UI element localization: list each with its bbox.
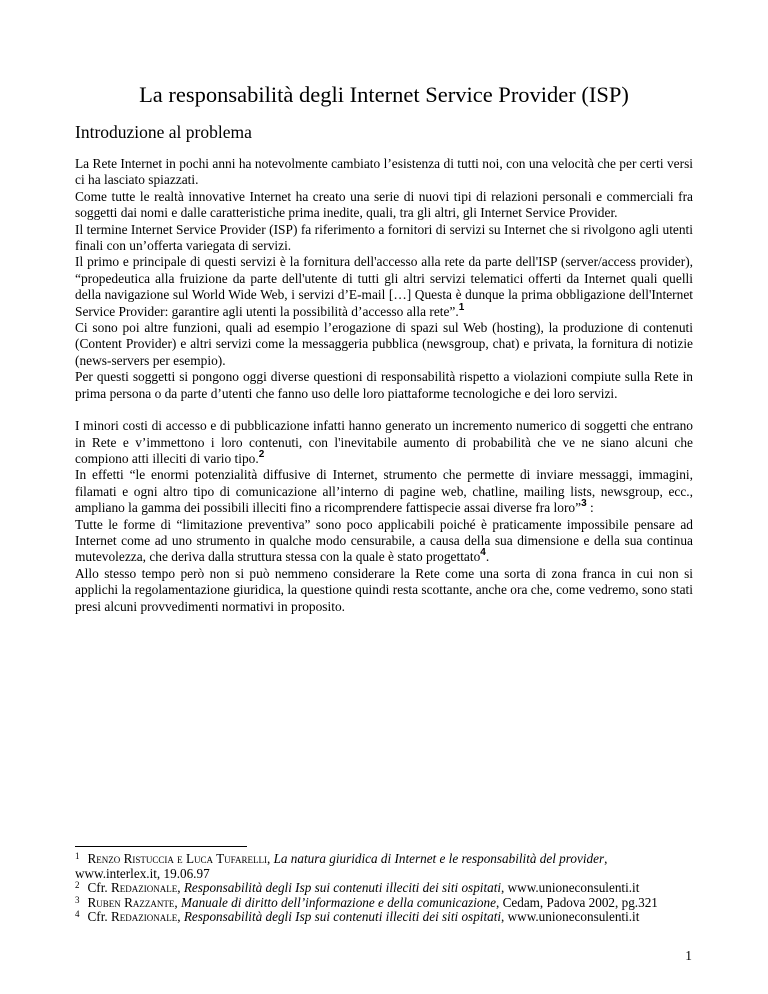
paragraph: In effetti “le enormi potenzialità diffusive di Internet, strumento che permette di inviare messaggi, immagini, filamati e ogni altro tipo di comunicazione all’interno di pagine web, chatline, mailing lists, newsgroup, ecc., ampliano la gamma dei possibili illeciti fino a ricomprendere fattispecie assai diverse fra loro”$^3$ : [75,467,693,516]
footnote-ref[interactable]: 4 [480,547,486,559]
footnote: $^4$ Cfr. Redazionale, Responsabilità degli Isp sui contenuti illeciti dei siti ospitati, www.unioneconsulenti.it [75,909,640,925]
footnote: $^3$ Ruben Razzante, Manuale di diritto dell’informazione e della comunicazione, Cedam, Padova 2002, pg.321 [75,894,658,910]
footnotes [75,852,693,925]
paragraph: Allo stesso tempo però non si può nemmeno considerare la Rete come una sorta di zona franca in cui non si applichi la regolamentazione giuridica, la questione quindi resta scottante, anche ora che, come vedremo, sono stati presi alcuni provvedimenti normativi in proposito. [75,565,693,614]
footnote: $^1$ Renzo Ristuccia e Luca Tufarelli, La natura giuridica di Internet e le responsabilità del provider, www.interlex.it, 19.06.97 [75,851,608,881]
paragraph: La Rete Internet in pochi anni ha notevolmente cambiato l’esistenza di tutti noi, con una velocità che per certi versi ci ha lasciato spiazzati. [75,156,693,188]
paragraph: Ci sono poi altre funzioni, quali ad esempio l’erogazione di spazi sul Web (hosting), la produzione di contenuti (Content Provider) e altri servizi come la messaggeria pubblica (newsgroup, chat) e privata, la fornitura di notizie (news-servers per esempio). [75,320,693,368]
document-title: La responsabilità degli Internet Service Provider (ISP) [139,82,629,107]
footnote-separator [75,846,247,847]
paragraph: Il primo e principale di questi servizi è la fornitura dell'accesso alla rete da parte dell'ISP (server/access provider), “propedeutica alla fruizione da parte dell'utente di tutti gli altri servizi telematici offerti da Internet quali quelli della navigazione sul World Wide Web, i servizi d’E-mail […] Questa è dunque la prima obbligazione dell'Internet Service Provider: garantire agli utenti la possibilità d’accesso alla rete”.$^1$ [75,254,693,319]
footnote: $^2$ Cfr. Redazionale, Responsabilità degli Isp sui contenuti illeciti dei siti ospitati, www.unioneconsulenti.it [75,880,640,896]
footnote-ref[interactable]: 3 [581,498,587,510]
paragraph: Tutte le forme di “limitazione preventiva” sono poco applicabili poiché è praticamente impossibile pensare ad Internet come ad uno strumento in qualche modo censurabile, a causa della sua dimensione e della sua continua mutevolezza, che deriva dalla struttura stessa con la quale è stato progettato$^4$. [75,516,693,565]
page-number: 1 [685,948,692,963]
paragraph: Come tutte le realtà innovative Internet ha creato una serie di nuovi tipi di relazioni personali e commerciali fra soggetti dai nomi e dalle caratteristiche prima inedite, quali, tra gli altri, gli Internet Service Provider. [75,188,693,221]
paragraph: Il termine Internet Service Provider (ISP) fa riferimento a fornitori di servizi su Internet che si rivolgono agli utenti finali con un’offerta variegata di servizi. [75,221,693,254]
section-heading: Introduzione al problema [75,122,252,142]
paragraph: Per questi soggetti si pongono oggi diverse questioni di responsabilità rispetto a violazioni compiute sulla Rete in prima persona o da parte d’utenti che fanno uso delle loro piattaforme tecnologiche e dei loro servizi. [75,369,693,401]
footnote-ref[interactable]: 1 [458,301,465,313]
footnote-ref[interactable]: 2 [258,448,265,460]
paragraph: I minori costi di accesso e di pubblicazione infatti hanno generato un incremento numerico di soggetti che entrano in Rete e v’immettono i loro contenuti, con l'inevitabile aumento di probabilità che ve ne siano alcuni che compiono atti illeciti di vario tipo.$^2$ [75,418,693,466]
document-body [75,80,693,615]
